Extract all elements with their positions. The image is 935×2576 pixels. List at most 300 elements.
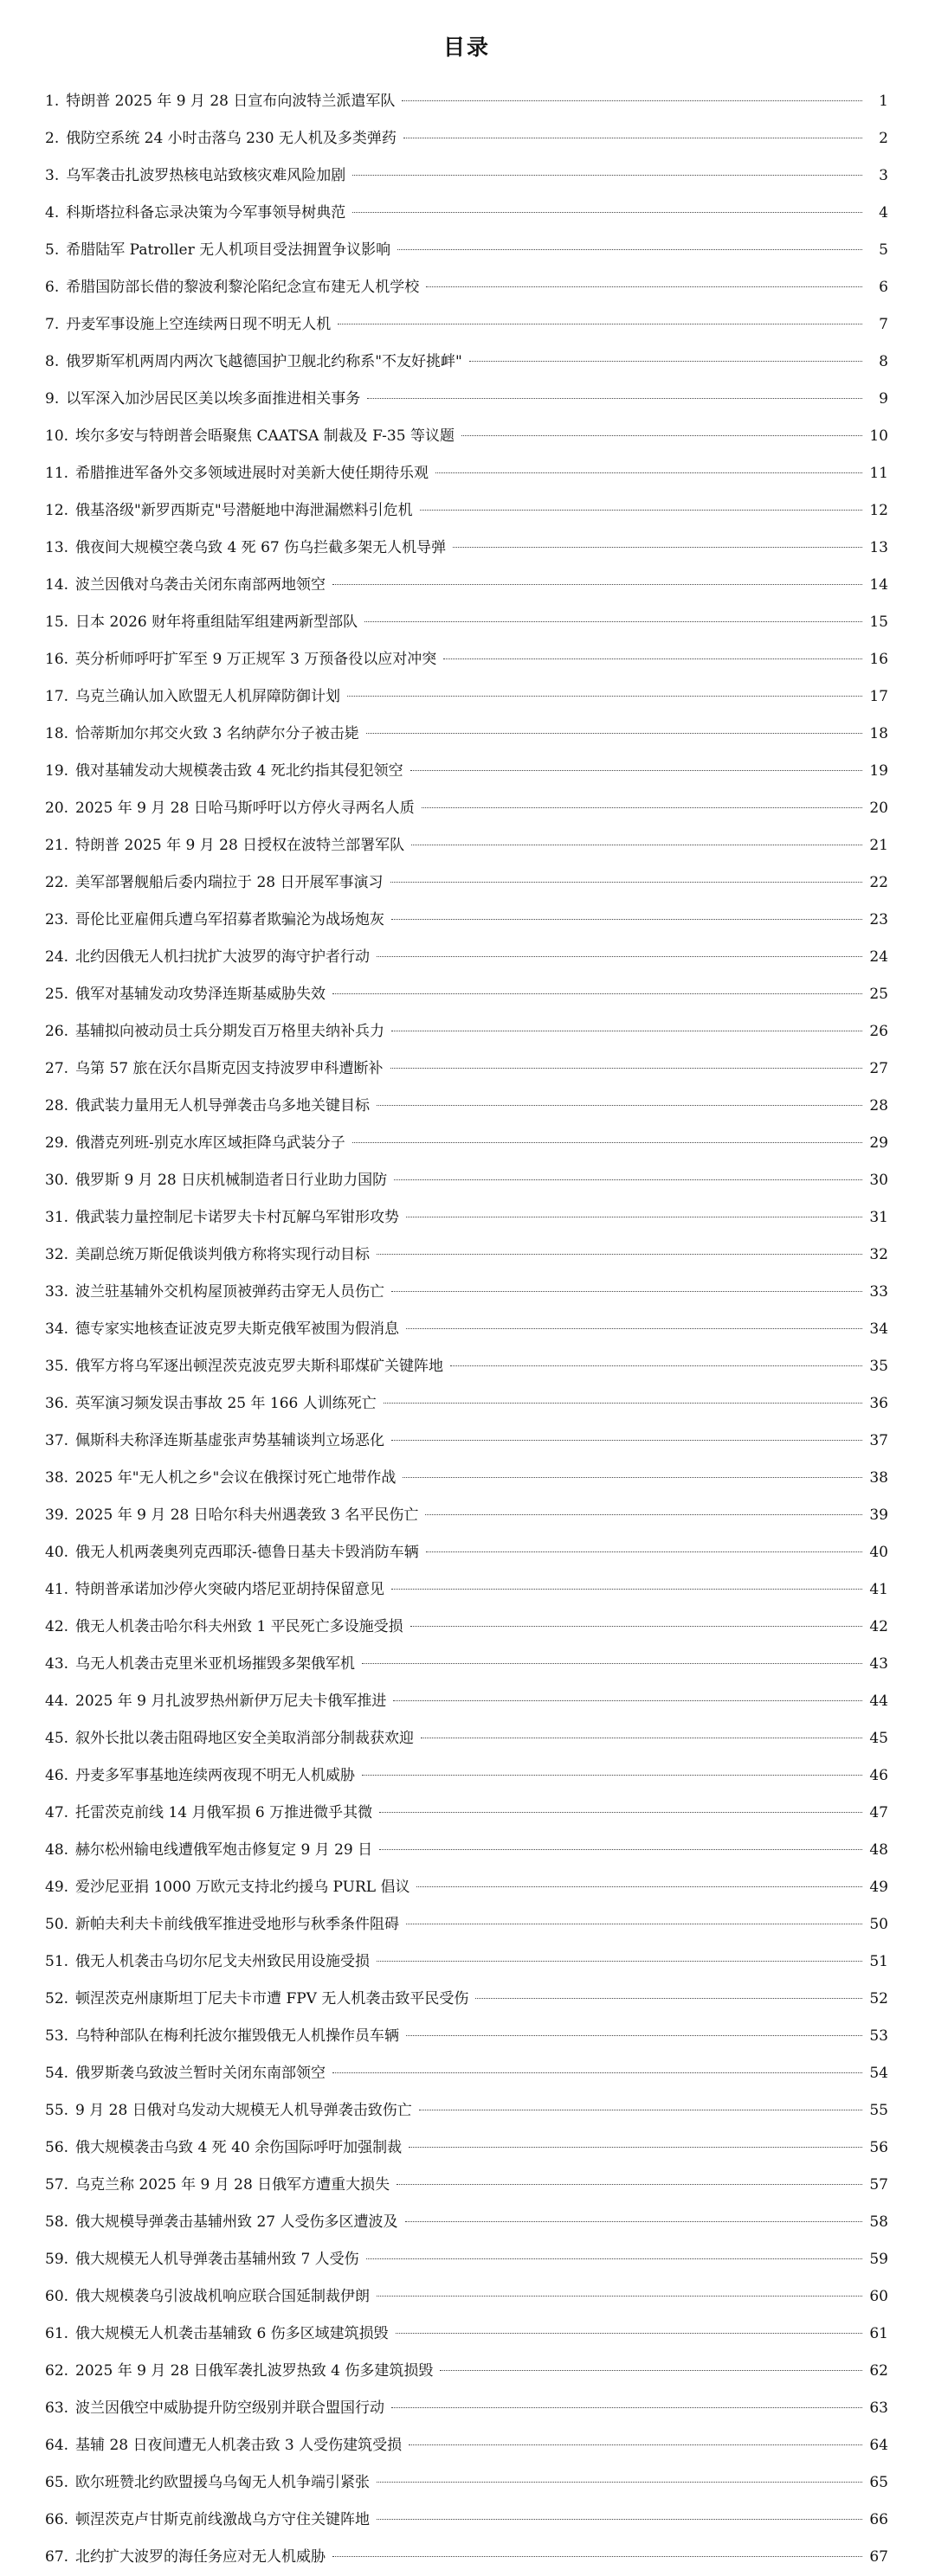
toc-entry-number: 57.	[45, 2176, 69, 2194]
toc-entry[interactable]	[45, 2278, 888, 2316]
toc-entry-title[interactable]: 爱沙尼亚捐 1000 万欧元支持北约援乌 PURL 倡议	[75, 1879, 410, 1896]
toc-entry[interactable]	[45, 2539, 888, 2576]
toc-entry-title[interactable]: 基辅拟向被动员士兵分期发百万格里夫纳补兵力	[75, 1023, 385, 1040]
toc-entry-page-number: 30	[869, 1172, 888, 1189]
toc-entry-number: 61.	[45, 2325, 69, 2342]
toc-entry-page-number: 17	[869, 688, 888, 705]
toc-entry-page-number: 50	[869, 1916, 888, 1933]
toc-entry-page-number: 15	[869, 613, 888, 631]
toc-entry-page-number: 52	[869, 1990, 888, 2007]
toc-entry-number: 27.	[45, 1060, 69, 1077]
toc-entry-page-number: 36	[869, 1395, 888, 1412]
toc-entry-title[interactable]: 北约扩大波罗的海任务应对无人机威胁	[75, 2548, 326, 2566]
toc-entry[interactable]	[45, 1199, 888, 1237]
toc-entry-page-number: 18	[869, 725, 888, 742]
toc-entry[interactable]	[45, 2018, 888, 2055]
toc-entry-title[interactable]: 英军演习频发误击事故 25 年 166 人训练死亡	[75, 1395, 377, 1412]
toc-entry-number: 41.	[45, 1581, 69, 1598]
toc-entry[interactable]	[45, 120, 888, 157]
toc-entry-page-number: 31	[869, 1209, 888, 1226]
toc-entry-title[interactable]: 新帕夫利夫卡前线俄军推进受地形与秋季条件阻碍	[75, 1916, 400, 1933]
toc-entry[interactable]	[45, 232, 888, 269]
toc-entry-title[interactable]: 俄大规模袭击乌致 4 死 40 余伤国际呼吁加强制裁	[75, 2139, 403, 2156]
toc-entry-number: 51.	[45, 1953, 69, 1970]
toc-entry-title[interactable]: 乌特种部队在梅利托波尔摧毁俄无人机操作员车辆	[75, 2027, 400, 2045]
dot-leader	[461, 435, 862, 436]
toc-entry-page-number: 37	[869, 1432, 888, 1449]
toc-entry-page-number: 5	[879, 241, 888, 259]
toc-entry[interactable]	[45, 2353, 888, 2390]
dot-leader	[367, 398, 862, 399]
dot-leader	[405, 2221, 863, 2222]
toc-entry-page-number: 25	[869, 986, 888, 1003]
toc-entry-number: 37.	[45, 1432, 69, 1449]
dot-leader	[352, 212, 862, 213]
dot-leader	[453, 547, 862, 548]
toc-entry-title[interactable]: 日本 2026 财年将重组陆军组建两新型部队	[75, 613, 358, 631]
toc-entry-title[interactable]: 2025 年 9 月 28 日哈马斯呼吁以方停火寻两名人质	[75, 800, 415, 817]
toc-entry[interactable]	[45, 381, 888, 418]
dot-leader	[366, 733, 862, 734]
toc-entry-title[interactable]: 俄大规模无人机导弹袭击基辅州致 7 人受伤	[75, 2251, 359, 2268]
toc-entry-page-number: 12	[869, 502, 888, 519]
toc-entry-title[interactable]: 俄罗斯 9 月 28 日庆机械制造者日行业助力国防	[75, 1172, 388, 1189]
dot-leader	[332, 2072, 862, 2073]
toc-entry-title[interactable]: 美军部署舰船后委内瑞拉于 28 日开展军事演习	[75, 874, 384, 891]
toc-entry[interactable]	[45, 1274, 888, 1311]
toc-entry-page-number: 66	[869, 2511, 888, 2528]
toc-entry[interactable]	[45, 1162, 888, 1199]
toc-entry-title[interactable]: 乌无人机袭击克里米亚机场摧毁多架俄军机	[75, 1655, 356, 1673]
toc-entry-title[interactable]: 2025 年 9 月 28 日哈尔科夫州遇袭致 3 名平民伤亡	[75, 1506, 419, 1524]
toc-entry-number: 36.	[45, 1395, 69, 1412]
toc-entry-page-number: 49	[869, 1879, 888, 1896]
toc-entry-title[interactable]: 俄防空系统 24 小时击落乌 230 无人机及多类弹药	[66, 130, 397, 147]
toc-entry-title[interactable]: 乌克兰称 2025 年 9 月 28 日俄军方遭重大损失	[75, 2176, 390, 2194]
dot-leader	[352, 1142, 862, 1143]
toc-entry-page-number: 16	[869, 651, 888, 668]
toc-entry[interactable]	[45, 902, 888, 939]
toc-entry[interactable]	[45, 1050, 888, 1088]
toc-entry-title[interactable]: 希腊国防部长借的黎波利黎沦陷纪念宣布建无人机学校	[66, 279, 420, 296]
toc-entry[interactable]	[45, 157, 888, 195]
toc-entry-page-number: 24	[869, 948, 888, 966]
toc-entry-number: 49.	[45, 1879, 69, 1896]
dot-leader	[425, 1514, 862, 1515]
toc-entry[interactable]	[45, 530, 888, 567]
toc-entry-page-number: 55	[869, 2102, 888, 2119]
toc-entry-number: 53.	[45, 2027, 69, 2045]
toc-entry-number: 54.	[45, 2065, 69, 2082]
toc-entry-title[interactable]: 希腊推进军备外交多领域进展时对美新大使任期待乐观	[75, 465, 429, 482]
toc-entry-page-number: 26	[869, 1023, 888, 1040]
toc-entry-title[interactable]: 波兰驻基辅外交机构屋顶被弹药击穿无人员伤亡	[75, 1283, 385, 1301]
toc-entry[interactable]	[45, 1237, 888, 1274]
toc-entry-title[interactable]: 俄无人机袭击乌切尔尼戈夫州致民用设施受损	[75, 1953, 371, 1970]
toc-entry-title[interactable]: 丹麦多军事基地连续两夜现不明无人机威胁	[75, 1767, 356, 1784]
toc-entry-page-number: 7	[879, 316, 888, 333]
toc-entry-number: 59.	[45, 2251, 69, 2268]
toc-entry[interactable]	[45, 2204, 888, 2241]
toc-entry[interactable]	[45, 83, 888, 120]
toc-entry-title[interactable]: 恰蒂斯加尔邦交火致 3 名纳萨尔分子被击毙	[75, 725, 359, 742]
toc-entry-number: 35.	[45, 1358, 69, 1375]
toc-entry[interactable]	[45, 1571, 888, 1609]
toc-entry[interactable]	[45, 2055, 888, 2092]
toc-entry-title[interactable]: 俄罗斯袭乌致波兰暂时关闭东南部领空	[75, 2065, 326, 2082]
toc-entry-page-number: 44	[869, 1693, 888, 1710]
dot-leader	[397, 2184, 862, 2185]
toc-entry-number: 22.	[45, 874, 69, 891]
toc-entry-number: 6.	[45, 279, 60, 296]
toc-entry[interactable]	[45, 306, 888, 344]
dot-leader	[396, 2333, 862, 2334]
toc-entry[interactable]	[45, 1795, 888, 1832]
toc-entry-title[interactable]: 2025 年 9 月 28 日俄军袭扎波罗热致 4 伤多建筑损毁	[75, 2362, 434, 2380]
toc-entry-title[interactable]: 9 月 28 日俄对乌发动大规模无人机导弹袭击致伤亡	[75, 2102, 412, 2119]
toc-entry-number: 44.	[45, 1693, 69, 1710]
toc-entry[interactable]	[45, 1534, 888, 1571]
toc-entry[interactable]	[45, 1423, 888, 1460]
toc-entry-page-number: 53	[869, 2027, 888, 2045]
dot-leader	[377, 2482, 862, 2483]
dot-leader	[393, 1700, 862, 1701]
toc-entry-number: 64.	[45, 2437, 69, 2454]
toc-entry-title[interactable]: 俄武装力量控制尼卡诺罗夫卡村瓦解乌军钳形攻势	[75, 1209, 400, 1226]
toc-entry-title[interactable]: 丹麦军事设施上空连续两日现不明无人机	[66, 316, 332, 333]
toc-entry-number: 48.	[45, 1841, 69, 1859]
toc-entry-number: 26.	[45, 1023, 69, 1040]
toc-entry[interactable]	[45, 1869, 888, 1906]
toc-entry-title[interactable]: 俄大规模导弹袭击基辅州致 27 人受伤多区遭波及	[75, 2213, 398, 2231]
toc-entry-number: 34.	[45, 1320, 69, 1338]
toc-entry-number: 5.	[45, 241, 60, 259]
toc-entry-page-number: 21	[869, 837, 888, 854]
toc-entry[interactable]	[45, 269, 888, 306]
toc-entry[interactable]	[45, 1906, 888, 1943]
dot-leader	[390, 1068, 863, 1069]
toc-entry-page-number: 27	[869, 1060, 888, 1077]
dot-leader	[409, 2444, 862, 2445]
dot-leader	[435, 472, 862, 473]
toc-entry-number: 43.	[45, 1655, 69, 1673]
dot-leader	[377, 1105, 862, 1106]
toc-entry-number: 19.	[45, 762, 69, 780]
toc-entry[interactable]	[45, 2092, 888, 2130]
dot-leader	[397, 249, 862, 250]
toc-entry[interactable]	[45, 2130, 888, 2167]
toc-entry-title[interactable]: 佩斯科夫称泽连斯基虚张声势基辅谈判立场恶化	[75, 1432, 385, 1449]
toc-entry[interactable]	[45, 1981, 888, 2018]
toc-entry-title[interactable]: 乌第 57 旅在沃尔昌斯克因支持波罗申科遭断补	[75, 1060, 384, 1077]
toc-entry-number: 30.	[45, 1172, 69, 1189]
toc-entry-number: 4.	[45, 204, 60, 222]
dot-leader	[391, 1291, 862, 1292]
toc-entry[interactable]	[45, 1757, 888, 1795]
dot-leader	[347, 696, 862, 697]
dot-leader	[475, 1998, 862, 1999]
dot-leader	[443, 658, 862, 659]
toc-entry-page-number: 6	[879, 279, 888, 296]
dot-leader	[332, 584, 862, 585]
toc-entry-title[interactable]: 科斯塔拉科备忘录决策为今军事领导树典范	[66, 204, 346, 222]
toc-entry-page-number: 60	[869, 2288, 888, 2305]
toc-entry[interactable]	[45, 790, 888, 827]
toc-entry[interactable]	[45, 1497, 888, 1534]
dot-leader	[402, 100, 862, 101]
toc-entry-number: 42.	[45, 1618, 69, 1635]
toc-entry-title[interactable]: 波兰因俄对乌袭击关闭东南部两地领空	[75, 576, 326, 594]
toc-entry-page-number: 64	[869, 2437, 888, 2454]
dot-leader	[410, 1626, 862, 1627]
toc-entry-number: 50.	[45, 1916, 69, 1933]
dot-leader	[362, 1775, 862, 1776]
toc-entry-title[interactable]: 托雷茨克前线 14 月俄军损 6 万推进微乎其微	[75, 1804, 373, 1821]
toc-entry-page-number: 14	[869, 576, 888, 594]
toc-entry[interactable]	[45, 1720, 888, 1757]
toc-entry-title[interactable]: 德专家实地核查证波克罗夫斯克俄军被围为假消息	[75, 1320, 400, 1338]
dot-leader	[391, 2407, 862, 2408]
dot-leader	[426, 1551, 862, 1552]
dot-leader	[440, 2370, 862, 2371]
toc-entry-title[interactable]: 美副总统万斯促俄谈判俄方称将实现行动目标	[75, 1246, 371, 1263]
toc-entry-number: 21.	[45, 837, 69, 854]
toc-entry-number: 10.	[45, 427, 69, 445]
toc-entry[interactable]	[45, 1609, 888, 1646]
toc-entry-title[interactable]: 俄大规模袭乌引波战机响应联合国延制裁伊朗	[75, 2288, 371, 2305]
toc-entry-title[interactable]: 俄基洛级"新罗西斯克"号潜艇地中海泄漏燃料引危机	[75, 502, 413, 519]
toc-entry-title[interactable]: 俄武装力量用无人机导弹袭击乌多地关键目标	[75, 1097, 371, 1115]
toc-entry-title[interactable]: 希腊陆军 Patroller 无人机项目受法拥置争议影响	[66, 241, 391, 259]
dot-leader	[420, 510, 862, 511]
toc-entry-number: 52.	[45, 1990, 69, 2007]
toc-entry-number: 8.	[45, 353, 60, 370]
toc-entry[interactable]	[45, 1125, 888, 1162]
dot-leader	[409, 2147, 862, 2148]
toc-entry-page-number: 48	[869, 1841, 888, 1859]
dot-leader	[332, 2556, 862, 2557]
toc-list	[45, 83, 888, 2576]
toc-entry-title[interactable]: 以军深入加沙居民区美以埃多面推进相关事务	[66, 390, 361, 408]
dot-leader	[377, 956, 862, 957]
dot-leader	[426, 286, 862, 287]
toc-entry[interactable]	[45, 827, 888, 864]
dot-leader	[332, 993, 862, 994]
toc-entry-page-number: 8	[879, 353, 888, 370]
toc-entry-title[interactable]: 叙外长批以袭击阻碍地区安全美取消部分制裁获欢迎	[75, 1730, 415, 1747]
toc-entry-page-number: 56	[869, 2139, 888, 2156]
dot-leader	[352, 175, 862, 176]
toc-entry-page-number: 46	[869, 1767, 888, 1784]
toc-entry-page-number: 19	[869, 762, 888, 780]
toc-entry[interactable]	[45, 567, 888, 604]
toc-entry[interactable]	[45, 678, 888, 716]
toc-entry-page-number: 45	[869, 1730, 888, 1747]
toc-entry[interactable]	[45, 1943, 888, 1981]
toc-entry-page-number: 33	[869, 1283, 888, 1301]
dot-leader	[406, 1328, 862, 1329]
toc-entry-title[interactable]: 俄潜克列班-别克水库区域拒降乌武装分子	[75, 1134, 345, 1152]
toc-entry-title[interactable]: 俄大规模无人机袭击基辅致 6 伤多区域建筑损毁	[75, 2325, 389, 2342]
toc-entry-title[interactable]: 哥伦比亚雇佣兵遭乌军招募者欺骗沦为战场炮灰	[75, 911, 385, 928]
toc-entry[interactable]	[45, 1013, 888, 1050]
toc-entry-title[interactable]: 乌克兰确认加入欧盟无人机屏障防御计划	[75, 688, 341, 705]
toc-entry-number: 65.	[45, 2474, 69, 2491]
dot-leader	[390, 882, 863, 883]
toc-entry-number: 18.	[45, 725, 69, 742]
toc-entry-page-number: 1	[879, 93, 888, 110]
toc-entry-title[interactable]: 俄无人机袭击哈尔科夫州致 1 平民死亡多设施受损	[75, 1618, 403, 1635]
toc-entry-number: 12.	[45, 502, 69, 519]
toc-entry[interactable]	[45, 2167, 888, 2204]
toc-entry-page-number: 28	[869, 1097, 888, 1115]
toc-entry-number: 38.	[45, 1469, 69, 1487]
dot-leader	[450, 1365, 862, 1366]
toc-entry-number: 63.	[45, 2399, 69, 2417]
toc-entry-title[interactable]: 俄罗斯军机两周内两次飞越德国护卫舰北约称系"不友好挑衅"	[66, 353, 462, 370]
toc-entry-page-number: 59	[869, 2251, 888, 2268]
toc-entry-title[interactable]: 2025 年 9 月扎波罗热州新伊万尼夫卡俄军推进	[75, 1693, 387, 1710]
toc-entry-page-number: 2	[879, 130, 888, 147]
toc-entry-number: 66.	[45, 2511, 69, 2528]
toc-entry-number: 24.	[45, 948, 69, 966]
dot-leader	[394, 1179, 862, 1180]
toc-entry-page-number: 67	[869, 2548, 888, 2566]
toc-entry-title[interactable]: 波兰因俄空中威胁提升防空级别并联合盟国行动	[75, 2399, 385, 2417]
dot-leader	[469, 361, 862, 362]
toc-entry-title[interactable]: 特朗普 2025 年 9 月 28 日授权在波特兰部署军队	[75, 837, 405, 854]
toc-entry-number: 45.	[45, 1730, 69, 1747]
toc-entry-title[interactable]: 俄夜间大规模空袭乌致 4 死 67 伤乌拦截多架无人机导弹	[75, 539, 447, 556]
toc-entry-page-number: 38	[869, 1469, 888, 1487]
toc-entry[interactable]	[45, 2316, 888, 2353]
dot-leader	[384, 1403, 862, 1404]
dot-leader	[416, 1886, 862, 1887]
toc-entry-page-number: 9	[879, 390, 888, 408]
toc-entry-number: 2.	[45, 130, 60, 147]
toc-entry-page-number: 23	[869, 911, 888, 928]
toc-entry-page-number: 29	[869, 1134, 888, 1152]
toc-entry-number: 62.	[45, 2362, 69, 2380]
toc-entry-title[interactable]: 2025 年"无人机之乡"会议在俄探讨死亡地带作战	[75, 1469, 397, 1487]
toc-entry[interactable]	[45, 2241, 888, 2278]
toc-entry-number: 40.	[45, 1544, 69, 1561]
toc-entry-number: 14.	[45, 576, 69, 594]
dot-leader	[422, 807, 862, 808]
toc-entry-page-number: 42	[869, 1618, 888, 1635]
toc-entry-title[interactable]: 英分析师呼吁扩军至 9 万正规军 3 万预备役以应对冲突	[75, 651, 437, 668]
toc-entry[interactable]	[45, 1683, 888, 1720]
dot-leader	[377, 2296, 862, 2297]
toc-entry-number: 17.	[45, 688, 69, 705]
dot-leader	[377, 1254, 862, 1255]
dot-leader	[362, 1663, 862, 1664]
toc-entry-title[interactable]: 特朗普 2025 年 9 月 28 日宣布向波特兰派遣军队	[66, 93, 396, 110]
toc-entry-title[interactable]: 乌军袭击扎波罗热核电站致核灾难风险加剧	[66, 167, 346, 184]
toc-entry-title[interactable]: 俄无人机两袭奥列克西耶沃-德鲁日基夫卡毁消防车辆	[75, 1544, 419, 1561]
toc-entry[interactable]	[45, 2502, 888, 2539]
dot-leader	[391, 919, 862, 920]
toc-entry-page-number: 20	[869, 800, 888, 817]
toc-entry-title[interactable]: 北约因俄无人机扫扰扩大波罗的海守护者行动	[75, 948, 371, 966]
toc-entry[interactable]	[45, 716, 888, 753]
toc-entry-title[interactable]: 特朗普承诺加沙停火突破内塔尼亚胡持保留意见	[75, 1581, 385, 1598]
toc-entry[interactable]	[45, 939, 888, 976]
toc-entry[interactable]	[45, 1460, 888, 1497]
toc-entry-title[interactable]: 俄对基辅发动大规模袭击致 4 死北约指其侵犯领空	[75, 762, 403, 780]
toc-entry[interactable]	[45, 2427, 888, 2464]
toc-entry[interactable]	[45, 455, 888, 492]
toc-entry-page-number: 51	[869, 1953, 888, 1970]
toc-entry-title[interactable]: 顿涅茨克卢甘斯克前线激战乌方守住关键阵地	[75, 2511, 371, 2528]
toc-entry-page-number: 58	[869, 2213, 888, 2231]
toc-entry-page-number: 13	[869, 539, 888, 556]
toc-entry[interactable]	[45, 2464, 888, 2502]
toc-entry-title[interactable]: 俄军对基辅发动攻势泽连斯基威胁失效	[75, 986, 326, 1003]
toc-entry-number: 16.	[45, 651, 69, 668]
toc-entry[interactable]	[45, 1311, 888, 1348]
dot-leader	[391, 1440, 862, 1441]
toc-entry-number: 13.	[45, 539, 69, 556]
dot-leader	[366, 2258, 862, 2259]
toc-entry[interactable]	[45, 195, 888, 232]
dot-leader	[379, 1812, 862, 1813]
toc-entry[interactable]	[45, 864, 888, 902]
toc-entry-number: 33.	[45, 1283, 69, 1301]
toc-entry[interactable]	[45, 976, 888, 1013]
toc-entry-page-number: 54	[869, 2065, 888, 2082]
toc-entry-title[interactable]: 埃尔多安与特朗普会晤聚焦 CAATSA 制裁及 F-35 等议题	[75, 427, 455, 445]
toc-entry-number: 31.	[45, 1209, 69, 1226]
toc-entry-page-number: 47	[869, 1804, 888, 1821]
toc-entry-title[interactable]: 基辅 28 日夜间遭无人机袭击致 3 人受伤建筑受损	[75, 2437, 403, 2454]
dot-leader	[379, 1849, 862, 1850]
toc-entry-number: 9.	[45, 390, 60, 408]
toc-entry-page-number: 22	[869, 874, 888, 891]
toc-entry-title[interactable]: 顿涅茨克州康斯坦丁尼夫卡市遭 FPV 无人机袭击致平民受伤	[75, 1990, 469, 2007]
toc-entry-number: 46.	[45, 1767, 69, 1784]
toc-entry[interactable]	[45, 418, 888, 455]
dot-leader	[364, 621, 862, 622]
toc-entry[interactable]	[45, 2390, 888, 2427]
toc-entry-page-number: 10	[869, 427, 888, 445]
toc-entry-number: 60.	[45, 2288, 69, 2305]
toc-entry-title[interactable]: 俄军方将乌军逐出顿涅茨克波克罗夫斯科耶煤矿关键阵地	[75, 1358, 444, 1375]
toc-entry-page-number: 43	[869, 1655, 888, 1673]
toc-entry-number: 20.	[45, 800, 69, 817]
toc-entry[interactable]	[45, 753, 888, 790]
toc-entry-number: 1.	[45, 93, 60, 110]
toc-entry-page-number: 34	[869, 1320, 888, 1338]
page-title: 目录	[442, 35, 490, 60]
dot-leader	[410, 770, 862, 771]
toc-entry[interactable]	[45, 1646, 888, 1683]
dot-leader	[406, 2035, 862, 2036]
toc-entry[interactable]	[45, 1385, 888, 1423]
toc-entry[interactable]	[45, 641, 888, 678]
toc-entry[interactable]	[45, 492, 888, 530]
toc-entry-number: 15.	[45, 613, 69, 631]
toc-entry[interactable]	[45, 604, 888, 641]
toc-entry-page-number: 35	[869, 1358, 888, 1375]
toc-entry[interactable]	[45, 344, 888, 381]
toc-entry-number: 3.	[45, 167, 60, 184]
toc-entry-title[interactable]: 欧尔班赞北约欧盟援乌乌匈无人机争端引紧张	[75, 2474, 371, 2491]
toc-entry[interactable]	[45, 1088, 888, 1125]
toc-entry[interactable]	[45, 1348, 888, 1385]
toc-entry[interactable]	[45, 1832, 888, 1869]
toc-entry-title[interactable]: 赫尔松州输电线遭俄军炮击修复定 9 月 29 日	[75, 1841, 373, 1859]
